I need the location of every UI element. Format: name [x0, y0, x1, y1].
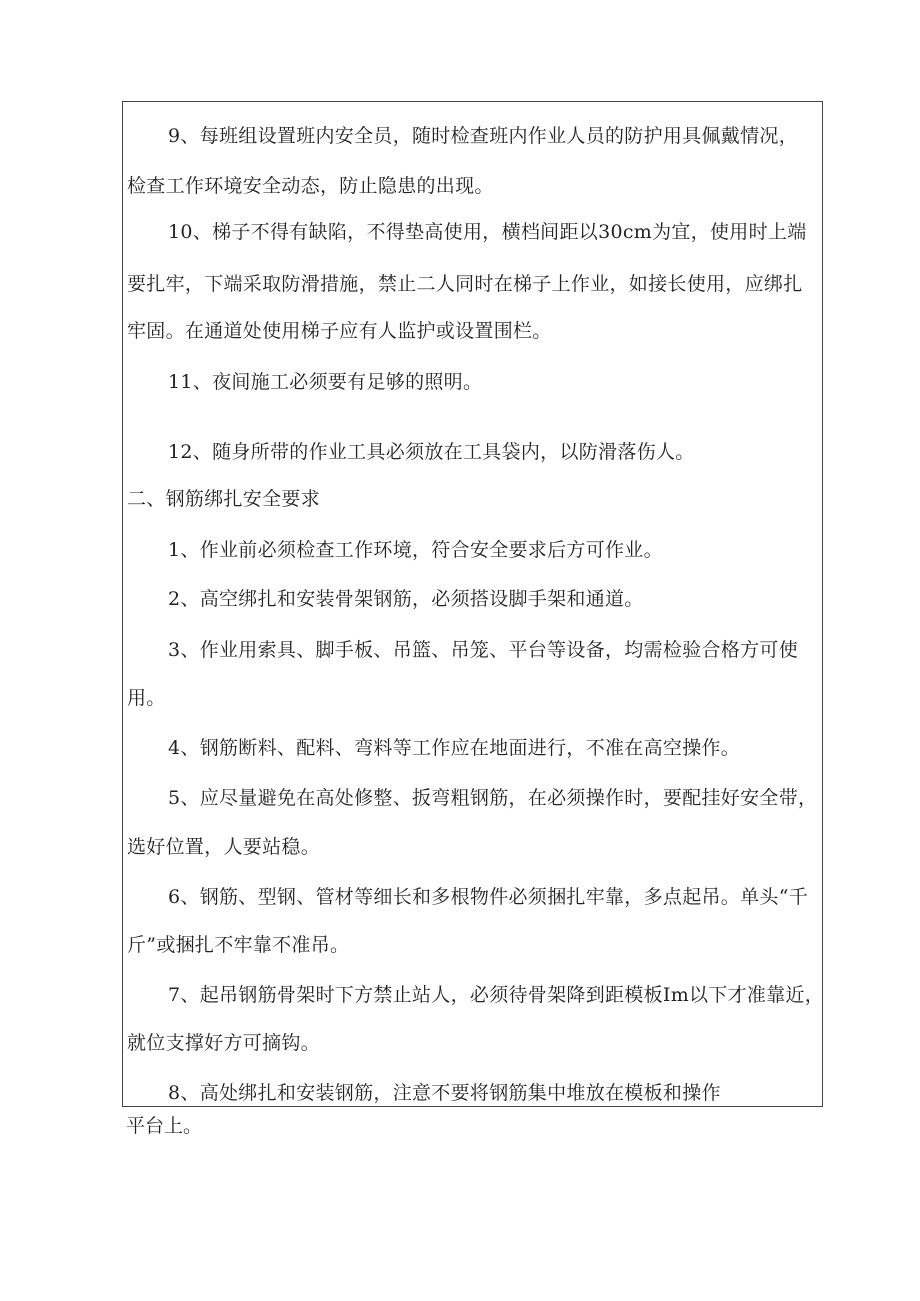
text-line-3a: 3、作业用索具、脚手板、吊篮、吊笼、平台等设备，均需检验合格方可使: [168, 639, 798, 661]
text-line-9a: 9、每班组设置班内安全员，随时检查班内作业人员的防护用具佩戴情况，: [168, 125, 798, 147]
text-line-7a: 7、起吊钢筋骨架时下方禁止站人，必须待骨架降到距模板Im以下才准靠近，: [168, 984, 825, 1006]
text-line-10c: 牢固。在通道处使用梯子应有人监护或设置围栏。: [127, 320, 552, 342]
text-line-10a: 10、梯子不得有缺陷，不得垫高使用，横档间距以30cm为宜，使用时上端: [168, 221, 807, 243]
document-frame: [122, 101, 823, 1107]
text-line-8b: 平台上。: [126, 1115, 203, 1137]
text-line-2: 2、高空绑扎和安装骨架钢筋，必须搭设脚手架和通道。: [168, 588, 644, 610]
text-line-7b: 就位支撑好方可摘钩。: [127, 1032, 321, 1054]
text-line-12: 12、随身所带的作业工具必须放在工具袋内，以防滑落伤人。: [168, 441, 695, 463]
section-heading: 二、钢筋绑扎安全要求: [127, 488, 321, 510]
text-line-5a: 5、应尽量避免在高处修整、扳弯粗钢筋，在必须操作时，要配挂好安全带，: [168, 787, 818, 809]
text-line-8a: 8、高处绑扎和安装钢筋，注意不要将钢筋集中堆放在模板和操作: [168, 1082, 721, 1104]
text-line-4: 4、钢筋断料、配料、弯料等工作应在地面进行，不准在高空操作。: [168, 737, 741, 759]
text-line-10b: 要扎牢，下端采取防滑措施，禁止二人同时在梯子上作业，如接长使用，应绑扎: [127, 273, 803, 295]
text-line-9b: 检查工作环境安全动态，防止隐患的出现。: [127, 175, 494, 197]
text-line-3b: 用。: [127, 687, 166, 709]
text-line-11: 11、夜间施工必须要有足够的照明。: [168, 371, 483, 393]
text-line-1: 1、作业前必须检查工作环境，符合安全要求后方可作业。: [168, 539, 663, 561]
text-line-5b: 选好位置，人要站稳。: [127, 836, 321, 858]
text-line-6a: 6、钢筋、型钢、管材等细长和多根物件必须捆扎牢靠，多点起吊。单头“千: [168, 886, 809, 908]
text-line-6b: 斤”或捆扎不牢靠不准吊。: [127, 934, 350, 956]
